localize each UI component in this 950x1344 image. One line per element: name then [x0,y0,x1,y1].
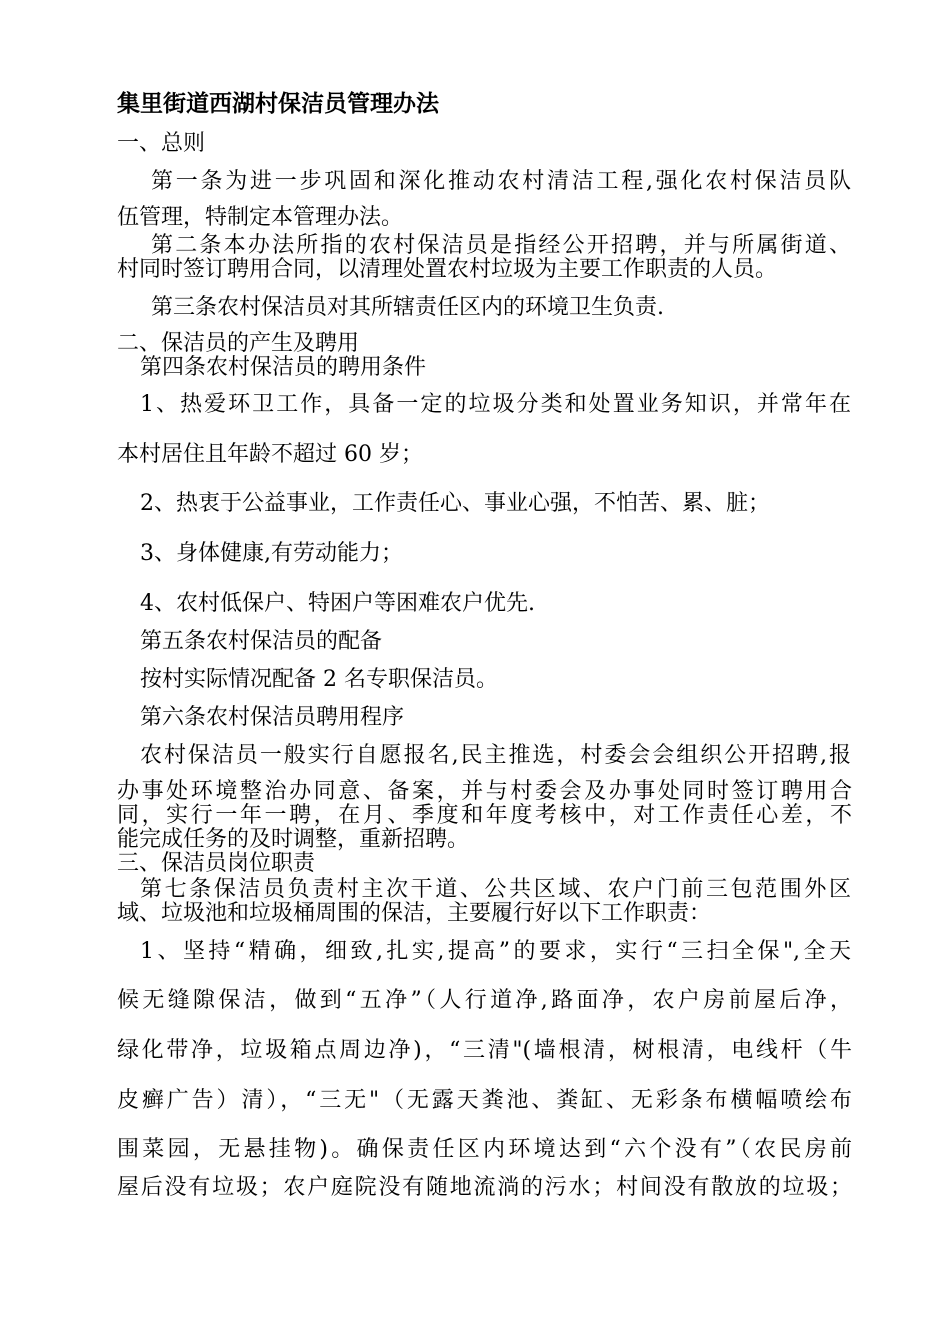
paragraph-line: 第七条保洁员负责村主次干道、公共区域、农户门前三包范围外区 [140,877,851,902]
paragraph-line: 伍管理，特制定本管理办法。 [117,205,404,230]
list-item-line: 1、坚持“精确，细致,扎实,提高”的要求，实行“三扫全保",全天 [140,939,851,964]
article-heading: 第五条农村保洁员的配备 [140,629,383,654]
article-heading: 第六条农村保洁员聘用程序 [140,705,405,730]
list-item-line: 4、农村低保户、特困户等困难农户优先. [140,591,535,616]
paragraph-line: 能完成任务的及时调整，重新招聘。 [117,827,470,852]
section-heading-general: 一、总则 [117,131,206,156]
list-item-line: 候无缝隙保洁，做到“五净”（人行道净,路面净，农户房前屋后净， [117,988,852,1013]
paragraph-line: 第三条农村保洁员对其所辖责任区内的环境卫生负责. [151,295,664,320]
list-item-line: 3、身体健康,有劳动能力； [140,541,403,566]
list-item-line: 屋后没有垃圾；农户庭院没有随地流淌的污水；村间没有散放的垃圾； [117,1175,852,1200]
list-item-line: 皮癣广告）清），“三无"（无露天粪池、粪缸、无彩条布横幅喷绘布 [117,1088,852,1113]
list-item-line: 2、热衷于公益事业，工作责任心、事业心强，不怕苦、累、脏； [140,491,770,516]
list-item-line: 绿化带净，垃圾箱点周边净)，“三清"(墙根清，树根清，电线杆（牛 [117,1038,852,1063]
list-item-line: 围菜园，无悬挂物)。确保责任区内环境达到“六个没有”（农民房前 [117,1137,852,1162]
paragraph-line: 农村保洁员一般实行自愿报名,民主推选，村委会会组织公开招聘,报 [140,743,851,768]
paragraph-line: 办事处环境整治办同意、备案，并与村委会及办事处同时签订聘用合 [117,779,852,804]
section-heading-duties: 三、保洁员岗位职责 [117,851,316,876]
paragraph-line: 按村实际情况配备 2 名专职保洁员。 [140,667,498,692]
paragraph-line: 同，实行一年一聘，在月、季度和年度考核中，对工作责任心差，不 [117,803,852,828]
list-item-line: 本村居住且年龄不超过 60 岁； [117,442,423,467]
list-item-line: 1、热爱环卫工作，具备一定的垃圾分类和处置业务知识，并常年在 [140,392,851,417]
document-title: 集里街道西湖村保洁员管理办法 [117,91,439,117]
section-heading-hiring: 二、保洁员的产生及聘用 [117,331,360,356]
paragraph-line: 第一条为进一步巩固和深化推动农村清洁工程,强化农村保洁员队 [151,169,851,194]
paragraph-line: 村同时签订聘用合同，以清理处置农村垃圾为主要工作职责的人员。 [117,257,778,282]
paragraph-line: 第二条本办法所指的农村保洁员是指经公开招聘，并与所属街道、 [151,233,851,258]
article-heading: 第四条农村保洁员的聘用条件 [140,355,427,380]
paragraph-line: 域、垃圾池和垃圾桶周围的保洁，主要履行好以下工作职责： [117,901,712,926]
